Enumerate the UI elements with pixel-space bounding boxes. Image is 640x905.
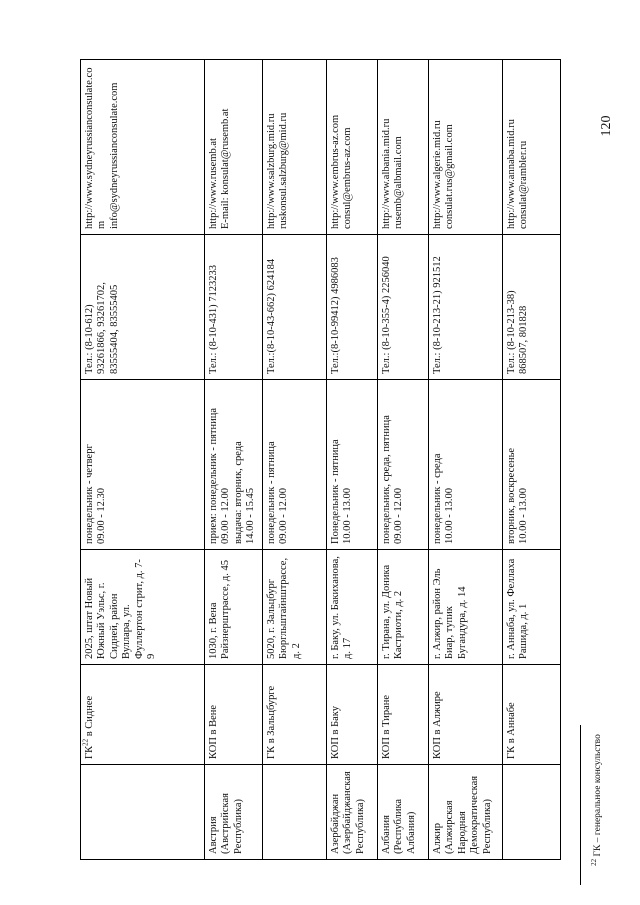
phone-cell: Тел.:(8-10-99412) 4986083 (327, 235, 378, 380)
web-cell: http://www.annaba.mid.ru consulat@rambler.ru (503, 60, 561, 235)
hours-cell: понедельник - пятница 09.00 - 12.00 (263, 380, 327, 550)
web-cell: http://www.algerie.mid.ru consulat.rus@gmail.com (429, 60, 503, 235)
web-cell: http://www.salzburg.mid.ru ruskonsul.salzburg@mid.ru (263, 60, 327, 235)
footnote-ref: 22 (81, 738, 90, 746)
hours-cell: понедельник - четверг 09.00 - 12.30 (81, 380, 205, 550)
address-cell: г. Аннаба, ул. Феллаха Рашида, д. 1 (503, 550, 561, 665)
phone-cell: Тел.: (8-10-431) 7123233 (205, 235, 263, 380)
phone-cell: Тел.: (8-10-612) 93261866, 93261702, 83555404, 83555405 (81, 235, 205, 380)
office-name: КОП в Тиране (381, 694, 392, 759)
office-cell (378, 665, 429, 765)
office-name: КОП в Алжире (432, 691, 443, 759)
table-row (327, 60, 378, 860)
table-row (503, 60, 561, 860)
country-cell (503, 765, 561, 860)
footnote-marker: 22 (589, 858, 598, 866)
consulates-table (80, 59, 561, 860)
address-cell: г. Алжир, район Эль Биар, тупик Бугандура, д. 14 (429, 550, 503, 665)
web-cell: http://www.embrus-az.com consul@embrus-az.com (327, 60, 378, 235)
table-body (81, 60, 561, 860)
page-number: 120 (599, 115, 614, 137)
table-row (263, 60, 327, 860)
address-cell: 5020, г. Зальцбург Бюргльштайнштрассе, д. 2 (263, 550, 327, 665)
table-row (378, 60, 429, 860)
office-name: КОП в Баку (330, 705, 341, 759)
web-cell: http://www.albania.mid.ru rusemb@albmail.com (378, 60, 429, 235)
office-name: ГК в Зальцбурге (266, 685, 277, 759)
office-cell (503, 665, 561, 765)
rotated-table-container (80, 60, 560, 860)
address-cell: г. Баку, ул. Бакиханова, д. 17 (327, 550, 378, 665)
country-cell (263, 765, 327, 860)
hours-cell: прием: понедельник - пятница 09.00 - 12.00 выдача: вторник, среда 14.00 - 15.45 (205, 380, 263, 550)
footnote-rule (580, 725, 581, 885)
hours-cell: понедельник, среда, пятница 09.00 - 12.00 (378, 380, 429, 550)
country-cell: Алжир (Алжирская Народная Демократическая Республика) (429, 765, 503, 860)
address-cell: г. Тирана, ул. Доника Кастриоти, д. 2 (378, 550, 429, 665)
address-cell: 1030, г. Вена Райзнерштрассе, д. 45 (205, 550, 263, 665)
country-cell (81, 765, 205, 860)
office-cell (205, 665, 263, 765)
office-name: ГК (84, 745, 95, 759)
address-cell: 2025, штат Новый Южный Уэльс, г. Сидней, район Вуллара, ул. Фуллертон стрит, д. 7-9 (81, 550, 205, 665)
phone-cell: Тел.: (8-10-213-21) 921512 (429, 235, 503, 380)
hours-cell: понедельник - среда 10.00 - 13.00 (429, 380, 503, 550)
table-row (429, 60, 503, 860)
table-row (81, 60, 205, 860)
web-cell: http://www.rusemb.at E-mail: konsulat@rusemb.at (205, 60, 263, 235)
country-cell: Азербайджан (Азербайджанская Республика) (327, 765, 378, 860)
footnote (589, 734, 603, 866)
phone-cell: Тел.: (8-10-355-4) 2256040 (378, 235, 429, 380)
phone-cell: Тел.: (8-10-213-38) 868507, 801828 (503, 235, 561, 380)
office-cell (81, 665, 205, 765)
office-cell (263, 665, 327, 765)
table-row (205, 60, 263, 860)
phone-cell: Тел.:(8-10-43-662) 624184 (263, 235, 327, 380)
hours-cell: вторник, воскресенье 10.00 - 13.00 (503, 380, 561, 550)
office-name: КОП в Вене (208, 704, 219, 759)
office-name-rest: в Сиднее (84, 695, 95, 739)
office-cell (327, 665, 378, 765)
country-cell: Албания (Республика Албания) (378, 765, 429, 860)
office-name: ГК в Аннабе (506, 702, 517, 759)
office-cell (429, 665, 503, 765)
country-cell: Австрия (Австрийская Республика) (205, 765, 263, 860)
hours-cell: Понедельник - пятница 10.00 - 13.00 (327, 380, 378, 550)
web-cell: http://www.sydneyrussianconsulate.com info@sydneyrussianconsulate.com (81, 60, 205, 235)
footnote-text: ГК – генеральное консульство (593, 734, 603, 859)
